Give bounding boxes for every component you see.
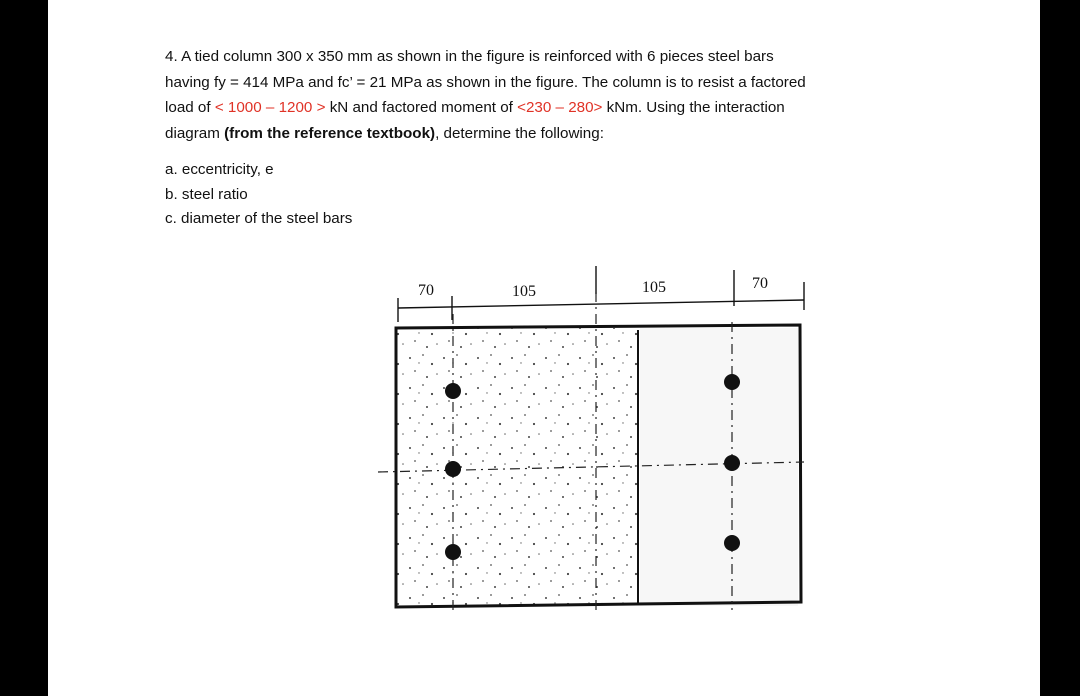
list-item: b. steel ratio <box>165 185 248 203</box>
list-item: a. eccentricity, e <box>165 161 274 178</box>
dimension-label: 70 <box>752 275 768 292</box>
steel-bar <box>445 461 461 477</box>
steel-bar <box>724 455 740 471</box>
steel-bar <box>445 544 461 560</box>
document-page <box>48 0 1040 696</box>
dimension-label: 70 <box>418 282 434 299</box>
question-list <box>165 158 352 232</box>
dimension-line <box>398 266 804 322</box>
column-section-drawing <box>338 262 768 614</box>
problem-line-1: 4. A tied column 300 x 350 mm as shown in the figure is reinforced with 6 pieces steel bars <box>165 48 774 65</box>
load-range: < 1000 – 1200 > <box>214 99 326 116</box>
steel-bar <box>724 535 740 551</box>
list-item: c. diameter of the steel bars <box>165 210 353 227</box>
problem-statement <box>165 44 925 146</box>
problem-line-4: diagram (from the reference textbook), determine the following: <box>165 124 604 142</box>
moment-range: <230 – 280> <box>517 99 603 116</box>
dimension-label: 105 <box>642 279 666 296</box>
concrete-light-region <box>640 328 798 606</box>
problem-line-3: load of < 1000 – 1200 > kN and factored moment of <230 – 280> kNm. Using the interaction <box>165 99 785 116</box>
steel-bar <box>445 383 461 399</box>
steel-bar <box>724 374 740 390</box>
reference-note: (from the reference textbook) <box>224 124 436 142</box>
dimension-label: 105 <box>512 283 536 300</box>
column-section-figure <box>338 262 768 614</box>
problem-line-2: having fy = 414 MPa and fc’ = 21 MPa as shown in the figure. The column is to resist a factored <box>165 73 806 91</box>
problem-number: 4. <box>165 48 178 65</box>
